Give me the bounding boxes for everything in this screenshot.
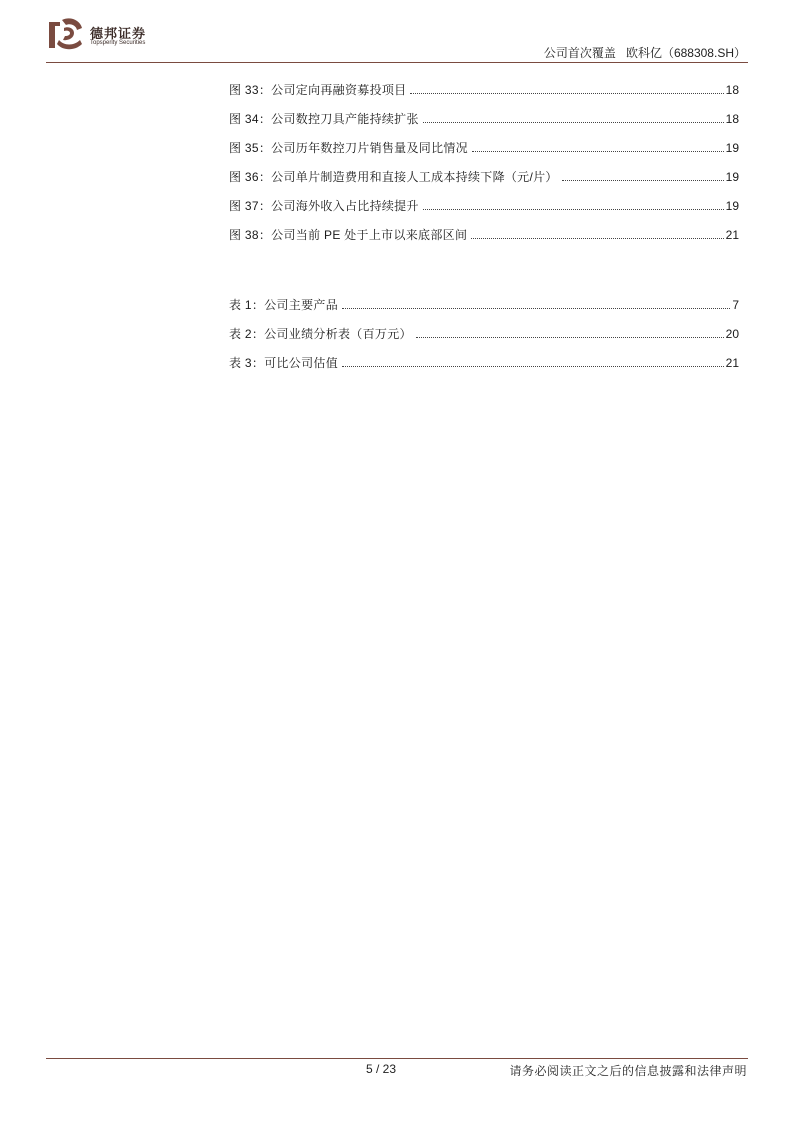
toc-leader-dots bbox=[410, 92, 723, 94]
toc-entry[interactable] bbox=[229, 155, 739, 184]
report-title bbox=[544, 44, 746, 61]
toc-entry-page: 19 bbox=[725, 141, 739, 155]
company-logo bbox=[46, 14, 196, 54]
logo-text-cn: 德邦证券 bbox=[90, 26, 147, 41]
toc-leader-dots bbox=[416, 336, 724, 338]
toc-leader-dots bbox=[472, 150, 724, 152]
toc-leader-dots bbox=[342, 307, 730, 309]
toc-entry[interactable] bbox=[229, 283, 739, 312]
toc-entry[interactable] bbox=[229, 184, 739, 213]
toc-entry-page: 21 bbox=[725, 228, 739, 242]
toc-entry[interactable] bbox=[229, 126, 739, 155]
toc-leader-dots bbox=[342, 365, 724, 367]
toc-entry-page: 18 bbox=[725, 83, 739, 97]
toc-entry-label: 图 34：公司数控刀具产能持续扩张 bbox=[229, 112, 419, 126]
toc-entry-page: 18 bbox=[725, 112, 739, 126]
toc-entry-label: 图 38：公司当前 PE 处于上市以来底部区间 bbox=[229, 228, 468, 242]
toc-entry-label: 表 2：公司业绩分析表（百万元） bbox=[229, 327, 412, 341]
toc-leader-dots bbox=[423, 208, 724, 210]
toc-leader-dots bbox=[562, 179, 724, 181]
toc-entry-page: 21 bbox=[725, 356, 739, 370]
toc-entry-label: 图 35：公司历年数控刀片销售量及同比情况 bbox=[229, 141, 468, 155]
toc-entry-label: 表 1：公司主要产品 bbox=[229, 298, 339, 312]
toc-entry-label: 图 33：公司定向再融资募投项目 bbox=[229, 83, 407, 97]
toc-entry[interactable] bbox=[229, 68, 739, 97]
toc-leader-dots bbox=[423, 121, 724, 123]
toc-entry[interactable] bbox=[229, 213, 739, 242]
toc-entry-page: 7 bbox=[732, 298, 739, 312]
toc-leader-dots bbox=[471, 237, 723, 239]
company-name: 欧科亿（688308.SH） bbox=[625, 46, 746, 60]
page-number: 5 / 23 bbox=[366, 1062, 397, 1076]
toc-entry-page: 19 bbox=[725, 170, 739, 184]
toc-entry-page: 19 bbox=[725, 199, 739, 213]
toc-entry[interactable] bbox=[229, 341, 739, 370]
toc-entry[interactable] bbox=[229, 312, 739, 341]
logo-mark-icon bbox=[46, 14, 86, 52]
toc-entry-label: 表 3：可比公司估值 bbox=[229, 356, 339, 370]
toc-entry-label: 图 37：公司海外收入占比持续提升 bbox=[229, 199, 419, 213]
footer-disclaimer: 请务必阅读正文之后的信息披露和法律声明 bbox=[509, 1064, 747, 1078]
header-divider bbox=[46, 62, 748, 63]
report-type: 公司首次覆盖 bbox=[543, 46, 616, 60]
table-list bbox=[229, 283, 739, 370]
figure-list bbox=[229, 68, 739, 242]
toc-entry-page: 20 bbox=[725, 327, 739, 341]
toc-entry-label: 图 36：公司单片制造费用和直接人工成本持续下降（元/片） bbox=[229, 170, 558, 184]
toc-entry[interactable] bbox=[229, 97, 739, 126]
logo-text-en: Topsperity Securities bbox=[90, 40, 146, 46]
page-header bbox=[46, 14, 748, 60]
footer-divider bbox=[46, 1058, 748, 1059]
